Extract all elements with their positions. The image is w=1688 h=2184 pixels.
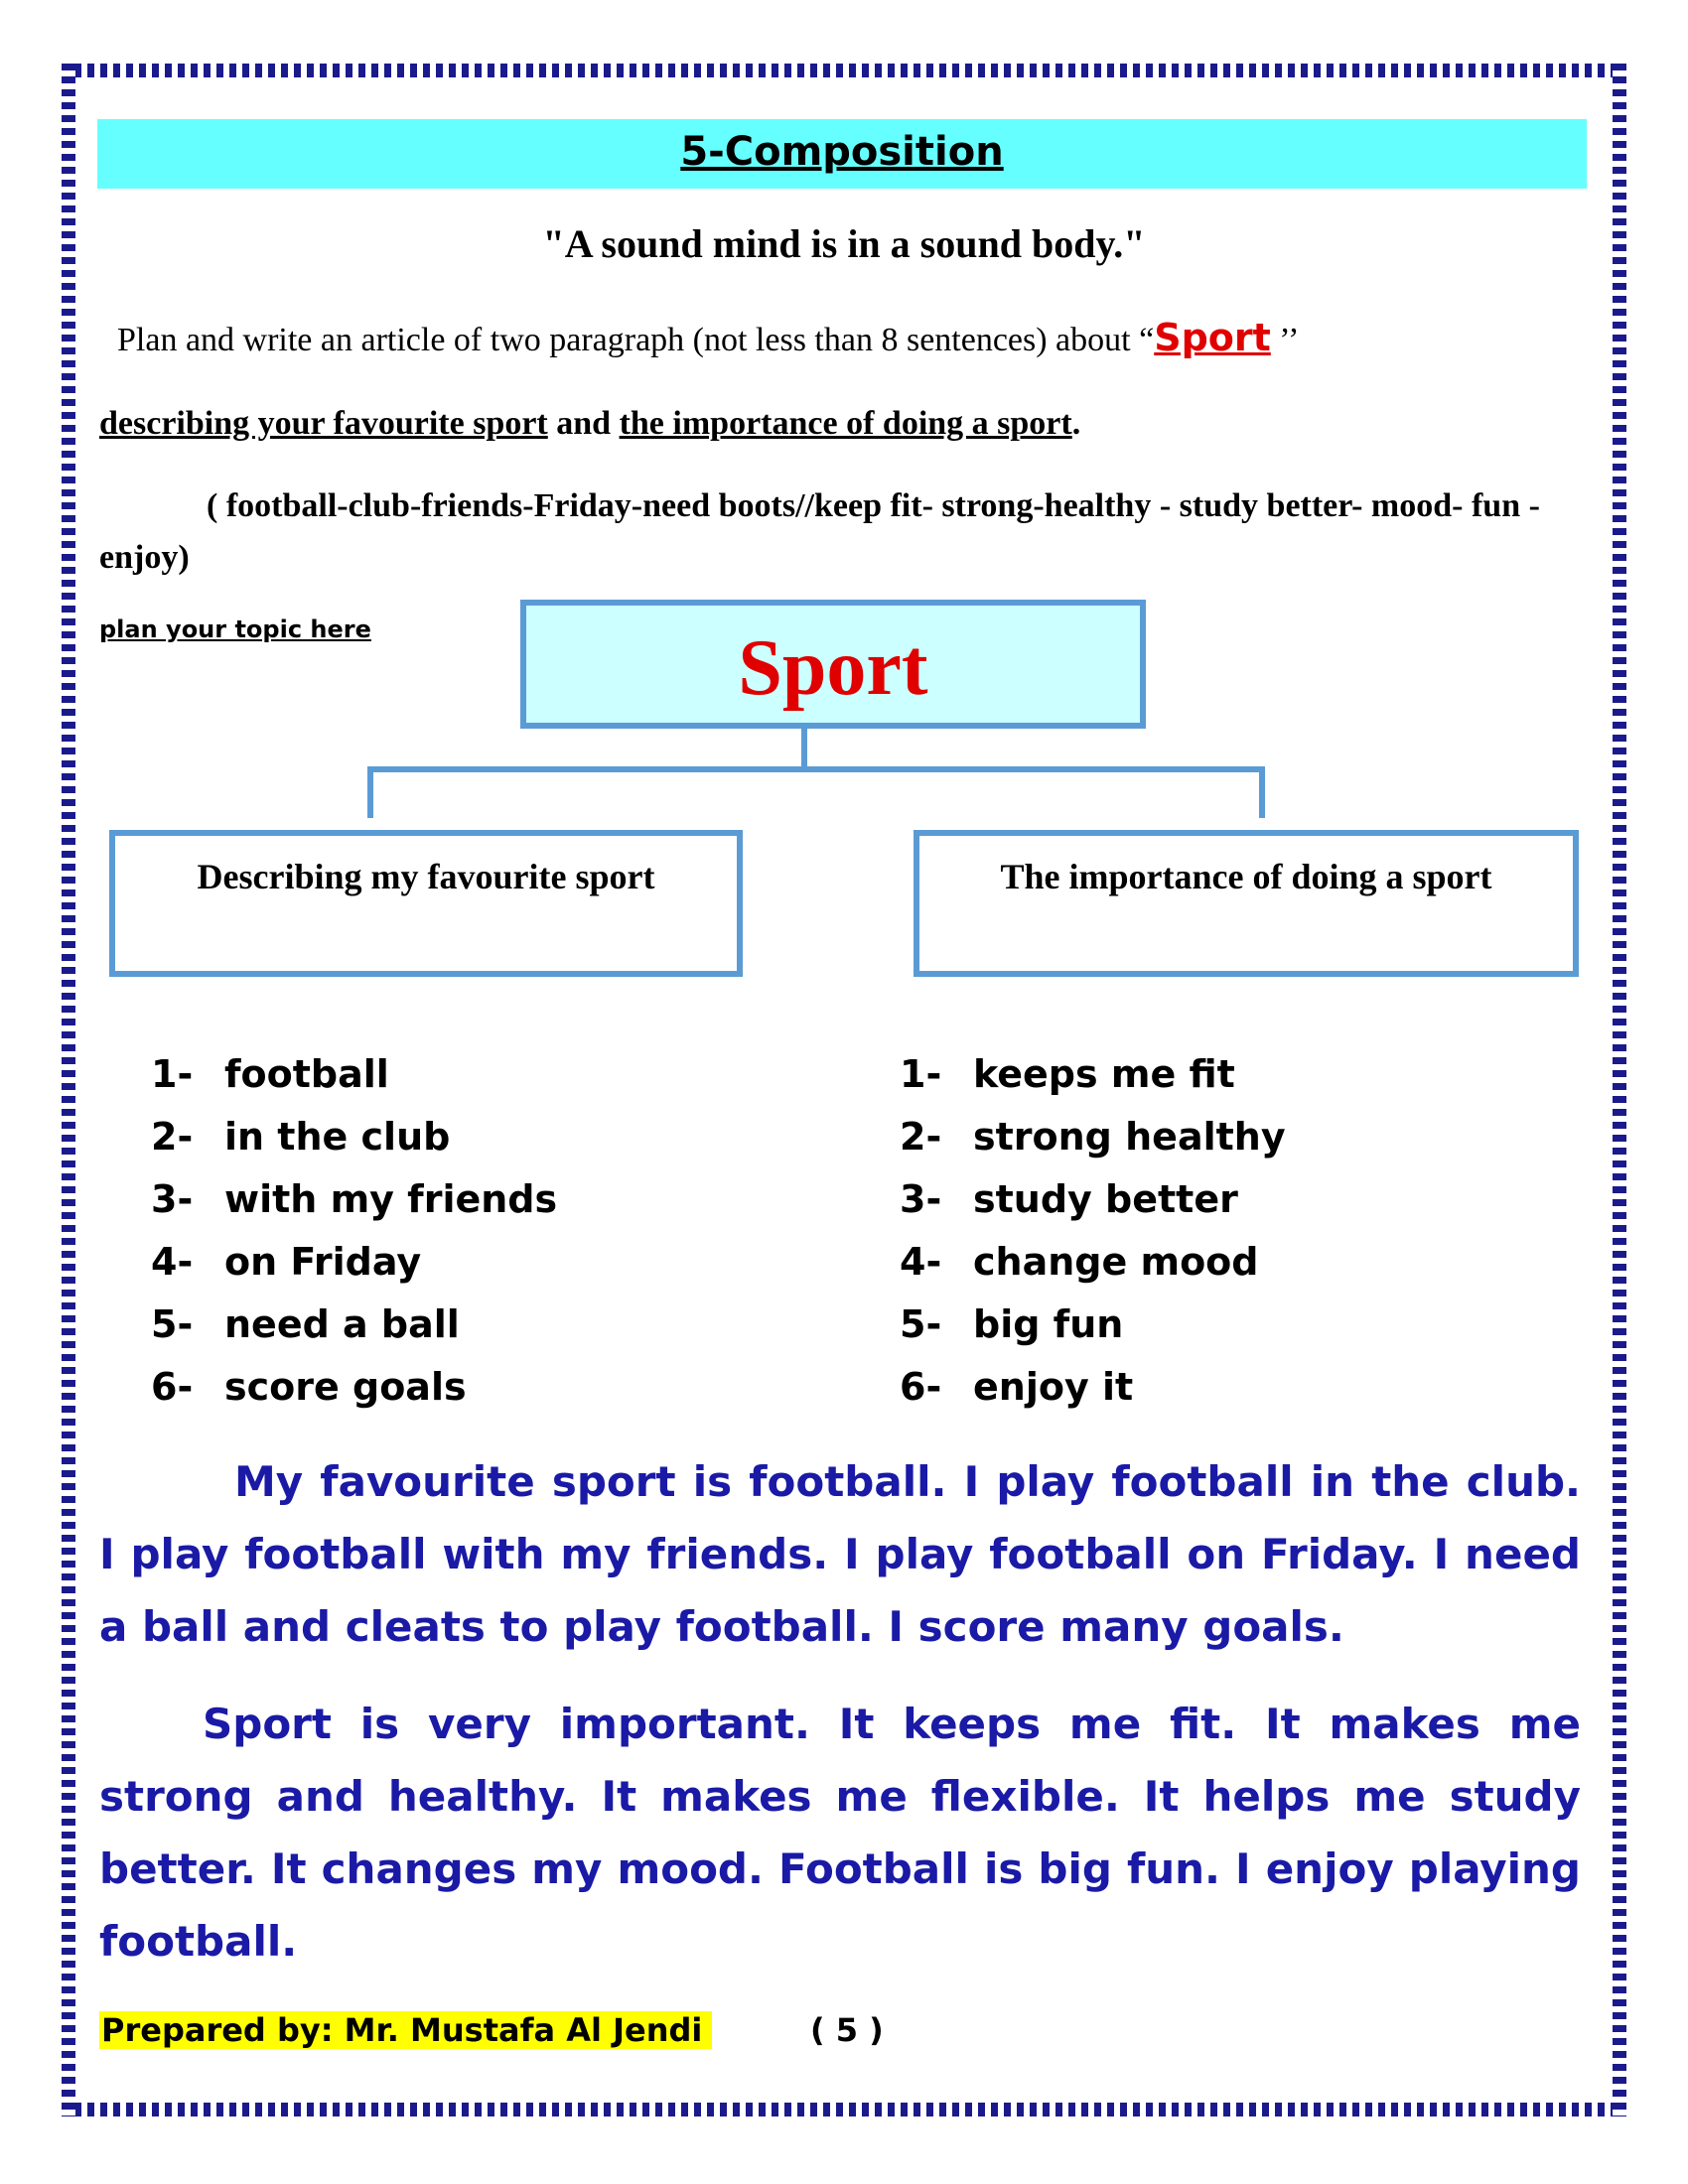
hint-words: ( football-club-friends-Friday-need boots//keep fit- strong-healthy - study better- mood- fun - enjoy) <box>99 487 1540 576</box>
list-item <box>151 1300 557 1363</box>
page-border-top <box>62 64 1626 77</box>
list-item-number: 5- <box>151 1302 194 1346</box>
diagram-right-box <box>914 830 1579 977</box>
diagram-left-label: Describing my favourite sport <box>197 857 655 896</box>
proverb: "A sound mind is in a sound body." <box>542 221 1146 266</box>
list-item-text: football <box>224 1052 389 1096</box>
list-item <box>900 1238 1286 1300</box>
plan-label: plan your topic here <box>99 615 371 643</box>
list-item-number: 2- <box>900 1115 942 1159</box>
instruction-text: Plan and write an article of two paragraph (not less than 8 sentences) about “ <box>117 322 1155 358</box>
diagram-left-box <box>109 830 743 977</box>
list-item-text: keeps me fit <box>973 1052 1235 1096</box>
list-item-number: 1- <box>900 1052 942 1096</box>
instruction-line-2 <box>99 405 1080 443</box>
list-item-text: study better <box>973 1177 1238 1221</box>
instruction-topic-2: the importance of doing a sport <box>619 405 1072 442</box>
instruction-close-quote: ’’ <box>1270 322 1300 358</box>
list-item-number: 4- <box>900 1240 942 1284</box>
list-item <box>900 1175 1286 1238</box>
diagram-root-box <box>520 600 1146 729</box>
diagram-connector-left <box>367 766 373 818</box>
instruction-and: and <box>547 405 620 442</box>
list-item <box>151 1113 557 1175</box>
title-bar <box>97 119 1587 189</box>
paragraph-favourite-sport: My favourite sport is football. I play football in the club. I play football with my friends. I play football on Friday. I need a ball and cleats to play football. I score many goals. <box>99 1457 1581 1651</box>
paragraph-importance: Sport is very important. It keeps me fit. It makes me strong and healthy. It makes me flexible. It helps me study better. It changes my mood. Football is big fun. I enjoy playing football. <box>99 1700 1581 1966</box>
list-item-text: enjoy it <box>973 1365 1134 1409</box>
list-item-text: big fun <box>973 1302 1124 1346</box>
list-item-text: score goals <box>224 1365 467 1409</box>
diagram-root-label: Sport <box>738 624 928 712</box>
list-item-text: need a ball <box>224 1302 460 1346</box>
diagram-connector-right <box>1259 766 1265 818</box>
diagram-connector-horizontal <box>367 766 1265 772</box>
diagram-right-label: The importance of doing a sport <box>1000 857 1492 896</box>
list-item-number: 3- <box>900 1177 942 1221</box>
instruction-keyword: Sport <box>1154 316 1271 359</box>
list-item-text: with my friends <box>224 1177 558 1221</box>
prepared-by: Prepared by: Mr. Mustafa Al Jendi <box>99 2011 712 2049</box>
page-border-bottom <box>62 2103 1626 2116</box>
left-idea-list <box>151 1050 557 1426</box>
instruction-topic-1: describing your favourite sport <box>99 405 548 442</box>
list-item <box>151 1050 557 1113</box>
list-item-text: in the club <box>224 1115 451 1159</box>
page-title: 5-Composition <box>680 129 1004 175</box>
list-item-number: 1- <box>151 1052 194 1096</box>
list-item <box>900 1363 1286 1426</box>
instruction-line-1 <box>117 316 1299 359</box>
list-item-text: change mood <box>973 1240 1259 1284</box>
list-item-text: on Friday <box>224 1240 422 1284</box>
list-item <box>900 1113 1286 1175</box>
right-idea-list <box>900 1050 1286 1426</box>
list-item-number: 5- <box>900 1302 942 1346</box>
list-item <box>900 1050 1286 1113</box>
list-item-number: 4- <box>151 1240 194 1284</box>
list-item-number: 6- <box>151 1365 194 1409</box>
page-number: ( 5 ) <box>810 2011 884 2049</box>
list-item-number: 3- <box>151 1177 194 1221</box>
list-item <box>900 1300 1286 1363</box>
list-item-text: strong healthy <box>973 1115 1286 1159</box>
list-item <box>151 1238 557 1300</box>
list-item <box>151 1363 557 1426</box>
list-item-number: 2- <box>151 1115 194 1159</box>
list-item <box>151 1175 557 1238</box>
page-border-right <box>1613 64 1626 2116</box>
list-item-number: 6- <box>900 1365 942 1409</box>
diagram-connector-vertical <box>801 729 807 770</box>
instruction-period: . <box>1071 405 1081 442</box>
page-border-left <box>62 64 75 2116</box>
